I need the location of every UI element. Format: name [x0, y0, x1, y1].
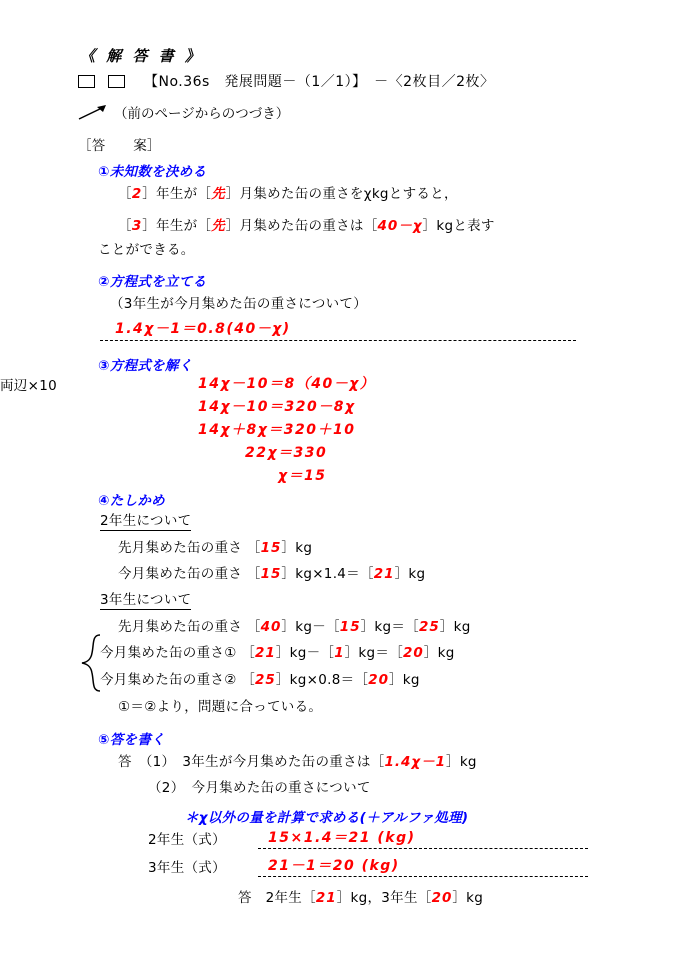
left-curly-brace-icon: [80, 632, 102, 694]
step3-annotation: ③方程式を解く: [98, 358, 193, 374]
step1-l2-mid-1: ］年生が［: [142, 218, 212, 234]
grade2-row2-b1: ［: [246, 566, 261, 582]
step2-condition: （3年生が今月集めた缶の重さについて）: [110, 296, 368, 312]
step3-line-3: 14χ＋8χ＝320＋10: [198, 422, 356, 438]
grade3-heading-text: 3年生について: [100, 592, 192, 608]
grade3-expression-label: 3年生（式）: [148, 860, 226, 876]
grade2-row1-b2: ］kg: [281, 540, 313, 556]
grade3-expression-underline: [258, 876, 588, 877]
grade3-row1-b3: ］kg＝［: [360, 619, 419, 635]
grade3-row1-value-3: 25: [418, 619, 440, 635]
step3-line-1: 14χ－10＝8（40－χ）: [198, 376, 376, 392]
grade3-row2-b3: ］kg＝［: [344, 645, 403, 661]
grade3-row2-label: 今月集めた缶の重さ①: [100, 645, 237, 661]
step5-annotation: ⑤答を書く: [98, 732, 165, 748]
step2-annotation: ②方程式を立てる: [98, 274, 207, 290]
grade3-row2-value-3: 20: [403, 645, 424, 661]
grade3-row3-b1: ［: [241, 672, 256, 688]
grade3-row3-label: 今月集めた缶の重さ②: [100, 672, 237, 688]
grade2-expression-underline: [258, 848, 588, 849]
grade2-row2-label: 今月集めた缶の重さ: [118, 566, 243, 582]
grade3-row3-b2: ］kg×0.8＝［: [275, 672, 369, 688]
final-answer-post: ］kg: [452, 890, 484, 906]
step1-line-1: [118, 182, 458, 202]
grade3-row1-value-1: 40: [260, 619, 282, 635]
final-answer-grade3-value: 20: [431, 890, 453, 906]
grade2-row1-label: 先月集めた缶の重さ: [118, 540, 243, 556]
final-answer-row: [238, 886, 483, 906]
grade3-row2-value-1: 21: [255, 645, 276, 661]
step3-line-4: 22χ＝330: [245, 445, 328, 461]
grade2-row2-value-1: 15: [260, 566, 282, 582]
continued-note-label: （前のページからのつづき）: [114, 106, 290, 122]
step5-answer1-post: ］kg: [446, 754, 477, 770]
grade2-expression-label: 2年生（式）: [148, 832, 226, 848]
grade2-heading-text: 2年生について: [100, 513, 192, 529]
grade3-row2-b4: ］kg: [423, 645, 455, 661]
grade2-row2-b2: ］kg×1.4＝［: [281, 566, 374, 582]
grade3-row3-value-2: 20: [368, 672, 389, 688]
step1-l1-mid-2: ］月集めた缶の重さをχkgとすると，: [225, 186, 458, 202]
grade3-row1-b2: ］kg－［: [281, 619, 340, 635]
grade3-row1-label: 先月集めた缶の重さ: [118, 619, 243, 635]
step2-answer-underline: [100, 340, 576, 341]
checkbox-2[interactable]: [108, 75, 125, 88]
final-answer-mid: ］kg，3年生［: [336, 890, 432, 906]
grade3-row-2: [100, 641, 455, 661]
step5-answer1-value: 1.4χ－1: [384, 754, 447, 770]
grade3-expression-value: 21－1＝20 (kg): [268, 858, 400, 874]
grade2-row-2: [118, 562, 425, 582]
step1-line-3: ことができる。: [98, 242, 195, 258]
document-reference-text: 【No.36s 発展問題－（1／1）】 －〈2枚目／2枚〉: [144, 74, 495, 90]
document-reference-row: [78, 71, 494, 91]
grade3-heading: [100, 588, 191, 608]
grade3-row-3: [100, 668, 420, 688]
grade2-expression-value: 15×1.4＝21 (kg): [268, 830, 416, 846]
grade2-row2-value-2: 21: [373, 566, 395, 582]
checkbox-1[interactable]: [78, 75, 95, 88]
grade2-row2-b3: ］kg: [394, 566, 426, 582]
grade3-row3-value-1: 25: [255, 672, 276, 688]
grade2-row1-value: 15: [260, 540, 282, 556]
step5-answer1-pre: 答 （1） 3年生が今月集めた缶の重さは［: [118, 754, 385, 770]
step1-l1-pre: ［: [118, 186, 132, 202]
step1-annotation: ①未知数を決める: [98, 164, 207, 180]
grade3-row2-b2: ］kg－［: [275, 645, 335, 661]
grade3-row2-b1: ［: [241, 645, 256, 661]
step1-l2-value-1: 3: [131, 218, 143, 234]
grade3-row1-value-2: 15: [339, 619, 361, 635]
grade3-row3-b3: ］kg: [388, 672, 420, 688]
continued-from-previous-page: [78, 102, 289, 122]
step1-l1-mid-1: ］年生が［: [142, 186, 212, 202]
grade3-row2-value-2: 1: [334, 645, 345, 661]
final-answer-grade2-value: 21: [315, 890, 337, 906]
grade3-row1-b4: ］kg: [439, 619, 471, 635]
step1-line-2: [118, 214, 495, 234]
step4-annotation: ④たしかめ: [98, 493, 165, 509]
grade3-row-1: [118, 615, 471, 635]
step3-multiplier-label: 両辺×10: [0, 378, 57, 394]
diagonal-arrow-icon: [78, 104, 108, 120]
step4-conclusion: ①＝②より，問題に合っている。: [118, 699, 323, 715]
step5-blue-note: ＊χ以外の量を計算で求める(＋アルファ処理): [185, 810, 469, 826]
step1-l1-value-1: 2: [131, 186, 143, 202]
step3-line-2: 14χ－10＝320－8χ: [198, 399, 356, 415]
step5-answer-2-label: （2） 今月集めた缶の重さについて: [148, 780, 371, 796]
page-title: 《 解 答 書 》: [80, 47, 203, 65]
final-answer-pre: 答 2年生［: [238, 890, 316, 906]
grade2-heading: [100, 509, 191, 529]
step1-l2-value-2: 先: [211, 218, 226, 234]
step1-l2-post: ］kgと表す: [422, 218, 495, 234]
step3-line-5: χ＝15: [278, 468, 327, 484]
step2-equation: 1.4χ－1＝0.8(40－χ): [115, 321, 291, 337]
step1-l2-value-3: 40－χ: [377, 218, 423, 234]
grade3-row1-b1: ［: [246, 619, 261, 635]
grade2-row-1: [118, 536, 312, 556]
step1-l1-value-2: 先: [211, 186, 226, 202]
answer-section-label: ［答 案］: [78, 138, 161, 154]
step5-answer-1: [118, 750, 477, 770]
step1-l2-pre: ［: [118, 218, 132, 234]
grade2-row1-b1: ［: [246, 540, 261, 556]
step1-l2-mid-2: ］月集めた缶の重さは［: [225, 218, 378, 234]
